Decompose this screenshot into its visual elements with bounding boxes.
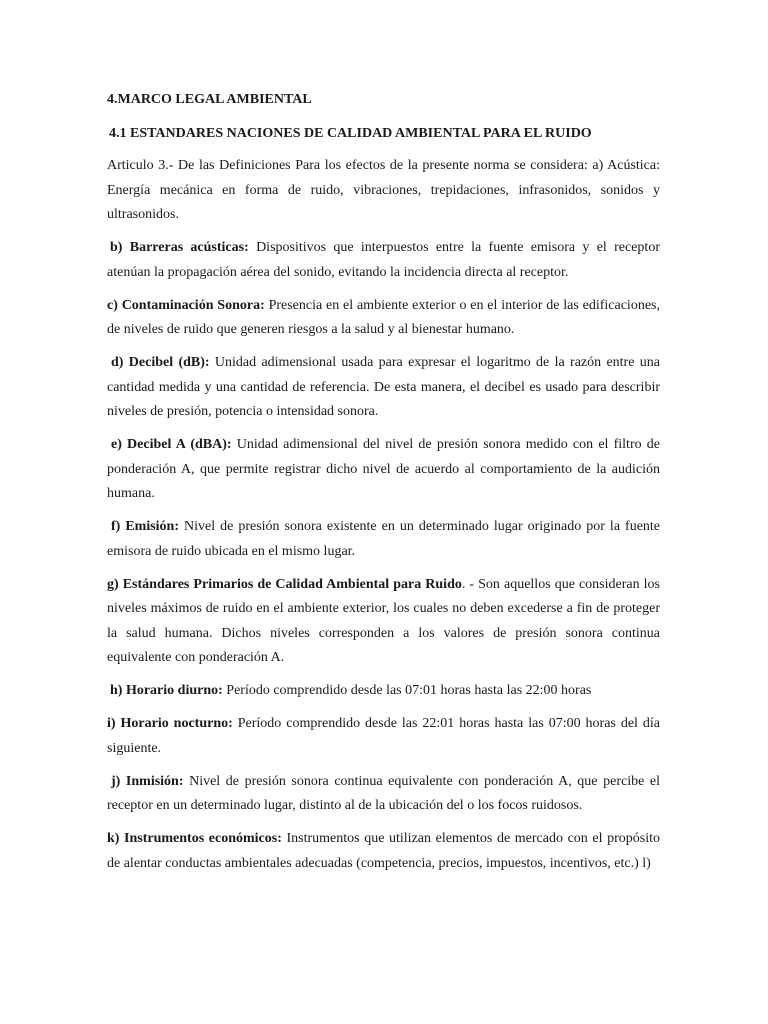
definition-term: j) Inmisión: bbox=[111, 773, 184, 789]
definition-b bbox=[107, 236, 660, 285]
definition-text: Período comprendido desde las 22:01 horas hasta las 07:00 horas del día siguiente. bbox=[107, 716, 660, 756]
definition-text: Unidad adimensional del nivel de presión sonora medido con el filtro de ponderación A, que permite registrar dicho nivel de acuerdo al comportamiento de la audición humana. bbox=[107, 437, 661, 501]
definition-k bbox=[107, 827, 660, 876]
section-heading: 4.MARCO LEGAL AMBIENTAL bbox=[107, 92, 312, 107]
definition-term: g) Estándares Primarios de Calidad Ambiental para Ruido bbox=[107, 576, 462, 592]
definition-text: Nivel de presión sonora continua equivalente con ponderación A, que percibe el receptor en un determinado lugar, distinto al de la ubicación del o los focos ruidosos. bbox=[107, 773, 660, 813]
definition-term: d) Decibel (dB): bbox=[111, 355, 210, 370]
definition-term: c) Contaminación Sonora: bbox=[107, 297, 265, 313]
definition-i bbox=[107, 712, 660, 761]
definition-text: Instrumentos que utilizan elementos de mercado con el propósito de alentar conductas ambientales adecuadas (competencia, precios, impuestos, incentivos, etc.) l) bbox=[107, 831, 660, 871]
definition-term: k) Instrumentos económicos: bbox=[107, 831, 282, 846]
intro-paragraph: Articulo 3.- De las Definiciones Para los efectos de la presente norma se considera: a) Acústica: Energía mecánica en forma de ruido, vibraciones, trepidaciones, infrasonidos, sonidos y ultrasonidos. bbox=[107, 158, 660, 222]
definition-text: Unidad adimensional usada para expresar el logaritmo de la razón entre una cantidad medida y una cantidad de referencia. De esta manera, el decibel es usado para describir niveles de presión, potencia o intensidad sonora. bbox=[107, 355, 660, 419]
definition-e bbox=[107, 433, 660, 507]
definition-term: e) Decibel A (dBA): bbox=[111, 437, 232, 452]
definition-text: Presencia en el ambiente exterior o en el interior de las edificaciones, de niveles de ruido que generen riesgos a la salud y al bienestar humano. bbox=[107, 297, 660, 337]
definition-f bbox=[107, 515, 660, 564]
subsection-heading: 4.1 ESTANDARES NACIONES DE CALIDAD AMBIENTAL PARA EL RUIDO bbox=[109, 125, 592, 141]
document-page bbox=[107, 88, 660, 876]
definition-term: h) Horario diurno: bbox=[110, 683, 223, 698]
definition-g bbox=[107, 573, 660, 671]
definition-h bbox=[107, 679, 660, 704]
definition-d bbox=[107, 351, 660, 425]
definition-text: Nivel de presión sonora existente en un determinado lugar originado por la fuente emisora de ruido ubicada en el mismo lugar. bbox=[107, 519, 661, 559]
definition-c bbox=[107, 294, 660, 343]
definition-term: i) Horario nocturno: bbox=[107, 716, 233, 731]
definition-text: . - Son aquellos que consideran los niveles máximos de ruido en el ambiente exterior, los cuales no deben excederse a fin de proteger la salud humana. Dichos niveles corresponden a los valores de presión sonora continua equivalente con ponderación A. bbox=[107, 576, 661, 665]
definition-text: Dispositivos que interpuestos entre la fuente emisora y el receptor atenúan la propagación aérea del sonido, evitando la incidencia directa al receptor. bbox=[107, 240, 660, 280]
definition-term: b) Barreras acústicas: bbox=[110, 240, 249, 255]
definition-text: Período comprendido desde las 07:01 horas hasta las 22:00 horas bbox=[222, 683, 592, 698]
definition-j bbox=[107, 770, 660, 819]
definition-term: f) Emisión: bbox=[111, 519, 180, 534]
